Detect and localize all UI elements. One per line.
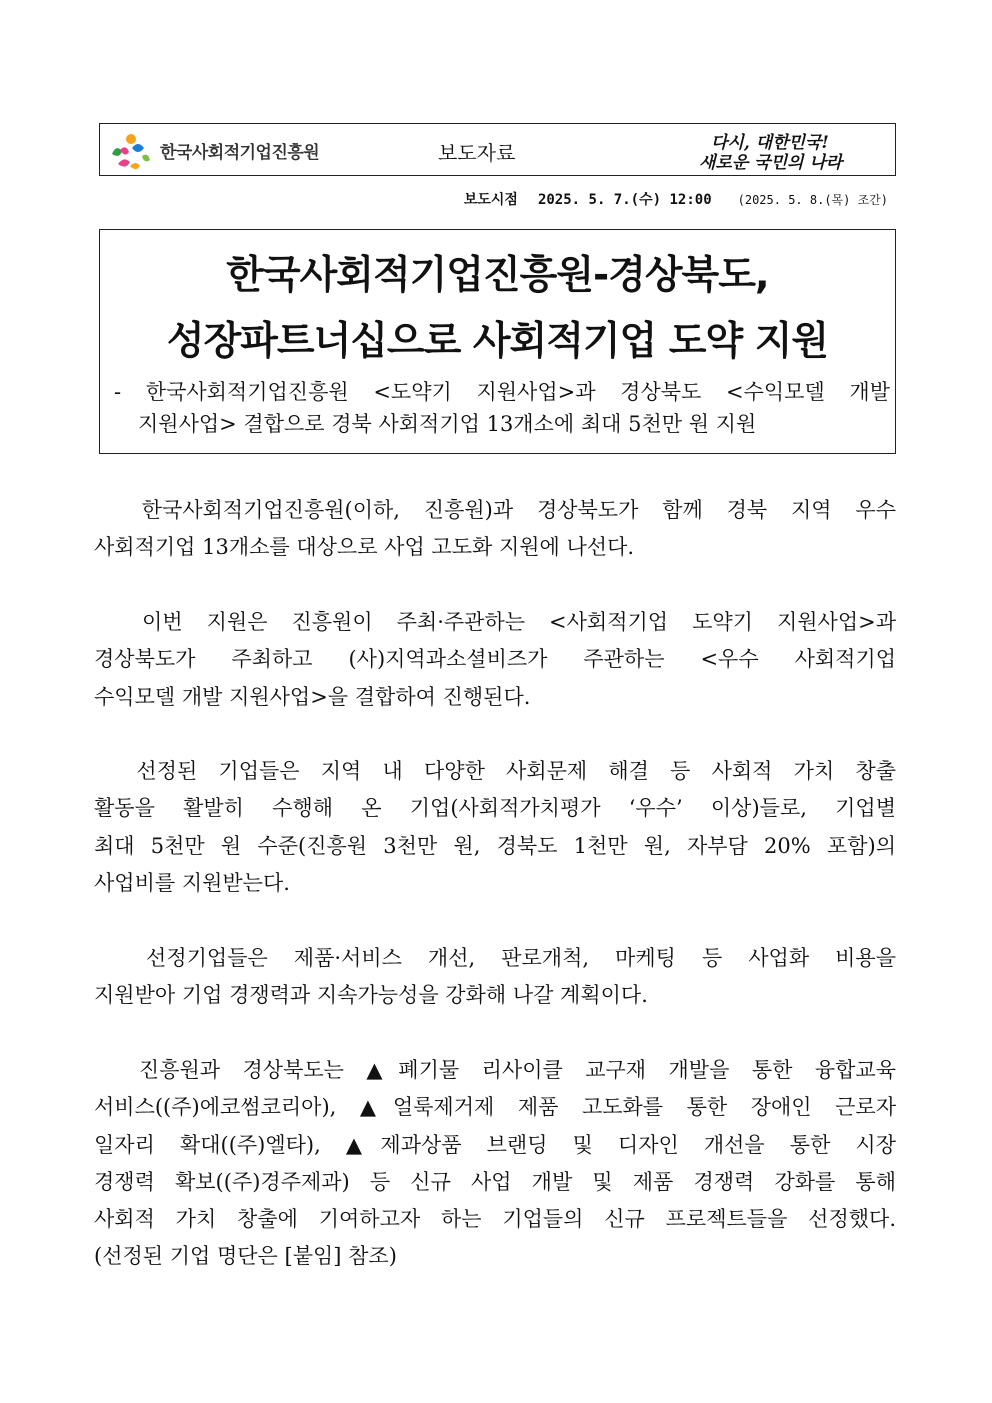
paragraph-2 xyxy=(94,604,896,716)
paragraph-line: 선정기업들은 제품·서비스 개선, 판로개척, 마케팅 등 사업화 비용을 xyxy=(94,946,896,970)
paragraph-line: (선정된 기업 명단은 [붙임] 참조) xyxy=(94,1244,397,1269)
release-datetime: 2025. 5. 7.(수) 12:00 xyxy=(537,192,712,208)
headline-line1: 한국사회적기업진흥원-경상북도, xyxy=(226,253,769,298)
org-logo-icon xyxy=(106,130,156,172)
release-time xyxy=(464,189,888,209)
paragraph-line: 경쟁력 확보((주)경주제과) 등 신규 사업 개발 및 제품 경쟁력 강화를 통해 xyxy=(94,1169,896,1194)
paragraph-line: 최대 5천만 원 수준(진흥원 3천만 원, 경북도 1천만 원, 자부담 20% 포함)의 xyxy=(94,833,896,858)
paragraph-4 xyxy=(94,940,896,1015)
org-name: 한국사회적기업진흥원 xyxy=(160,143,320,163)
slogan-line1: 다시, 대한민국! xyxy=(711,133,829,153)
paragraph-line: 수익모델 개발 지원사업>을 결합하여 진행된다. xyxy=(94,684,531,709)
paragraph-line: 활동을 활발히 수행해 온 기업(사회적가치평가 ‘우수’ 이상)들로, 기업별 xyxy=(94,796,896,821)
doc-type-label: 보도자료 xyxy=(438,141,516,165)
title-box xyxy=(99,229,896,454)
paragraph-line: 선정된 기업들은 지역 내 다양한 사회문제 해결 등 사회적 가치 창출 xyxy=(94,759,896,783)
press-header xyxy=(99,123,896,176)
paragraph-line: 서비스((주)에코썸코리아), ▲얼룩제거제 제품 고도화를 통한 장애인 근로자 xyxy=(94,1095,896,1120)
paragraph-1 xyxy=(94,492,896,567)
subheadline-line2: 지원사업> 결합으로 경북 사회적기업 13개소에 최대 5천만 원 지원 xyxy=(138,412,757,436)
paragraph-line: 이번 지원은 진흥원이 주최·주관하는 <사회적기업 도약기 지원사업>과 xyxy=(94,610,896,634)
paragraph-3 xyxy=(94,753,896,902)
paragraph-line: 한국사회적기업진흥원(이하, 진흥원)과 경상북도가 함께 경북 지역 우수 xyxy=(94,498,896,522)
headline-line2: 성장파트너십으로 사회적기업 도약 지원 xyxy=(166,319,829,364)
paragraph-line: 경상북도가 주최하고 (사)지역과소셜비즈가 주관하는 <우수 사회적기업 xyxy=(94,647,896,672)
paragraph-line: 사회적기업 13개소를 대상으로 사업 고도화 지원에 나선다. xyxy=(94,535,635,560)
paragraph-line: 지원받아 기업 경쟁력과 지속가능성을 강화해 나갈 계획이다. xyxy=(94,983,648,1008)
paragraph-line: 사업비를 지원받는다. xyxy=(94,870,290,895)
paragraph-5 xyxy=(94,1052,896,1276)
paragraph-line: 일자리 확대((주)엘타), ▲제과상품 브랜딩 및 디자인 개선을 통한 시장 xyxy=(94,1132,896,1157)
subheadline-line1: - 한국사회적기업진흥원 <도약기 지원사업>과 경상북도 <수익모델 개발 xyxy=(114,380,890,404)
slogan-line2: 새로운 국민의 나라 xyxy=(699,153,843,173)
release-label: 보도시점 xyxy=(463,192,518,208)
government-slogan xyxy=(693,128,873,174)
paragraph-line: 진흥원과 경상북도는 ▲폐기물 리사이클 교구재 개발을 통한 융합교육 xyxy=(94,1058,896,1082)
embargo-note: (2025. 5. 8.(목) 조간) xyxy=(737,193,888,207)
paragraph-line: 사회적 가치 창출에 기여하고자 하는 기업들의 신규 프로젝트들을 선정했다. xyxy=(94,1207,896,1232)
